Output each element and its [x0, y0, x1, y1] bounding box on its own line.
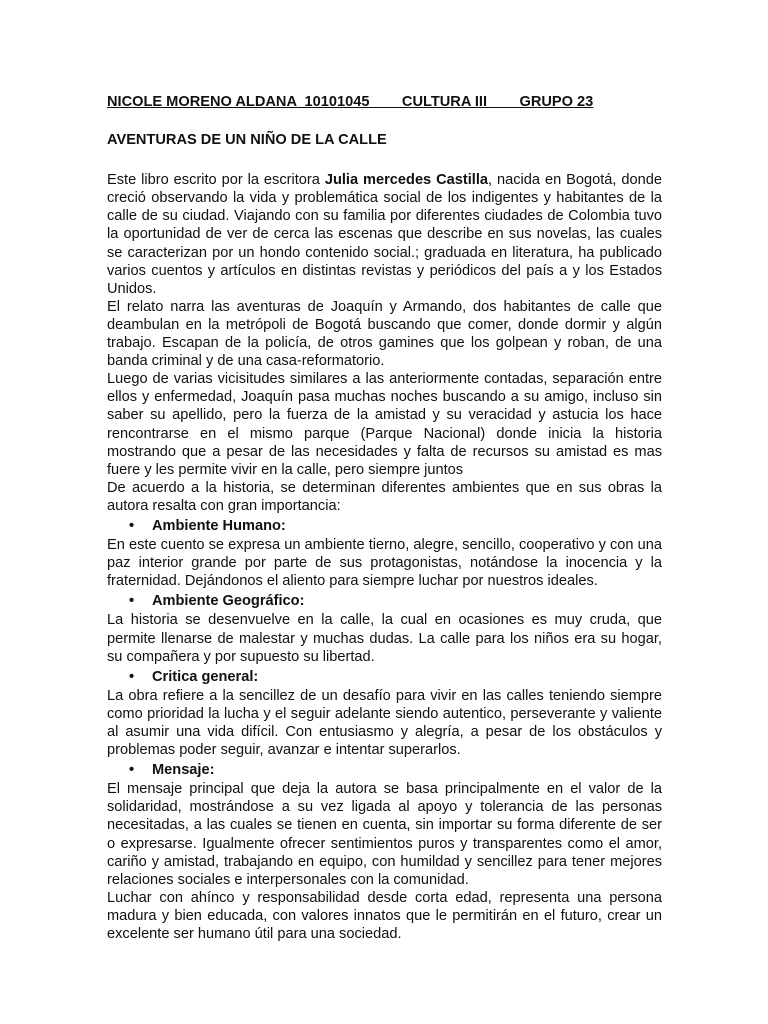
document-page	[107, 93, 662, 943]
section-heading: Critica general:	[152, 668, 259, 685]
section-heading: Ambiente Geográfico:	[152, 593, 305, 610]
bullet-heading-ambiente-humano	[129, 517, 662, 535]
bullet-icon: •	[129, 593, 135, 610]
section-body-mensaje: El mensaje principal que deja la autora se basa principalmente en el valor de la solidaridad, mostrándose a su vez ligada al apoyo y tolerancia de las personas necesitadas, a las cuales se tienen en cuenta, sin importar su forma diferente de ser o expresarse. Igualmente ofrecer sentimientos puros y transparentes como el amor, cariño y amistad, trabajando en equipo, con humildad y sencillez para tener mejores relaciones sociales e interpersonales con la comunidad.	[107, 781, 662, 888]
intro-text-start: Este libro escrito por la escritora	[107, 172, 325, 189]
development-paragraph: Luego de varias vicisitudes similares a las anteriormente contadas, separación entre ellos y enfermedad, Joaquín pasa muchas noches buscando a su amigo, incluso sin saber su apellido, pero la fuerza de la amistad y su veracidad y astucia los hace rencontrarse en el mismo parque (Parque Nacional) donde inicia la historia mostrando que a pesar de las necesidades y falta de recursos su amistad es mas fuere y les permite vivir en la calle, pero siempre juntos	[107, 371, 662, 478]
environments-intro-paragraph: De acuerdo a la historia, se determinan diferentes ambientes que en sus obras la autora resalta con gran importancia:	[107, 479, 662, 514]
plot-paragraph: El relato narra las aventuras de Joaquín y Armando, dos habitantes de calle que deambulan en la metrópoli de Bogotá buscando que comer, donde dormir y algún trabajo. Escapan de la policía, de otros gamines que los golpean y roban, de una banda criminal y de una casa-reformatorio.	[107, 298, 662, 370]
section-body-ambiente-geografico: La historia se desenvuelve en la calle, la cual en ocasiones es muy cruda, que permite llenarse de malestar y muchas dudas. La calle para los niños era su hogar, su compañera y por supuesto su libertad.	[107, 612, 662, 665]
closing-paragraph: Luchar con ahínco y responsabilidad desde corta edad, representa una persona madura y bien educada, con valores innatos que le permitirán en el futuro, crear un excelente ser humano útil para una sociedad.	[107, 889, 662, 943]
document-header: NICOLE MORENO ALDANA 10101045 CULTURA III GRUPO 23	[107, 94, 594, 110]
author-name: Julia mercedes Castilla	[324, 172, 489, 189]
document-title: AVENTURAS DE UN NIÑO DE LA CALLE	[107, 132, 387, 149]
bullet-icon: •	[129, 762, 135, 779]
bullet-heading-ambiente-geografico	[129, 592, 662, 610]
bullet-icon: •	[129, 668, 135, 685]
bullet-heading-critica-general	[129, 668, 662, 686]
section-heading: Ambiente Humano:	[152, 517, 286, 534]
section-body-critica-general: La obra refiere a la sencillez de un desafío para vivir en las calles teniendo siempre como prioridad la lucha y el seguir adelante siendo autentico, perseverante y valiente al asumir una vida difícil. Con entusiasmo y alegría, a pesar de los obstáculos y problemas poder seguir, avanzar e intentar superarlos.	[107, 687, 662, 759]
bullet-heading-mensaje	[129, 761, 662, 779]
intro-paragraph	[107, 171, 662, 298]
intro-text-end: , nacida en Bogotá, donde creció observando la vida y problemática social de los indigentes y habitantes de la calle de su ciudad. Viajando con su familia por diferentes ciudades de Colombia tuvo la oportunidad de ver de cerca las escenas que describe en sus novelas, las cuales se caracterizan por un hondo contenido social.; graduada en literatura, ha publicado varios cuentos y artículos en distintas revistas y periódicos del país a y los Estados Unidos.	[107, 172, 662, 297]
section-body-ambiente-humano: En este cuento se expresa un ambiente tierno, alegre, sencillo, cooperativo y con una paz interior grande por parte de sus protagonistas, notándose la inocencia y la fraternidad. Dejándonos el aliento para siempre luchar por nuestros ideales.	[107, 537, 662, 590]
bullet-icon: •	[129, 517, 135, 534]
section-heading: Mensaje:	[152, 762, 215, 779]
